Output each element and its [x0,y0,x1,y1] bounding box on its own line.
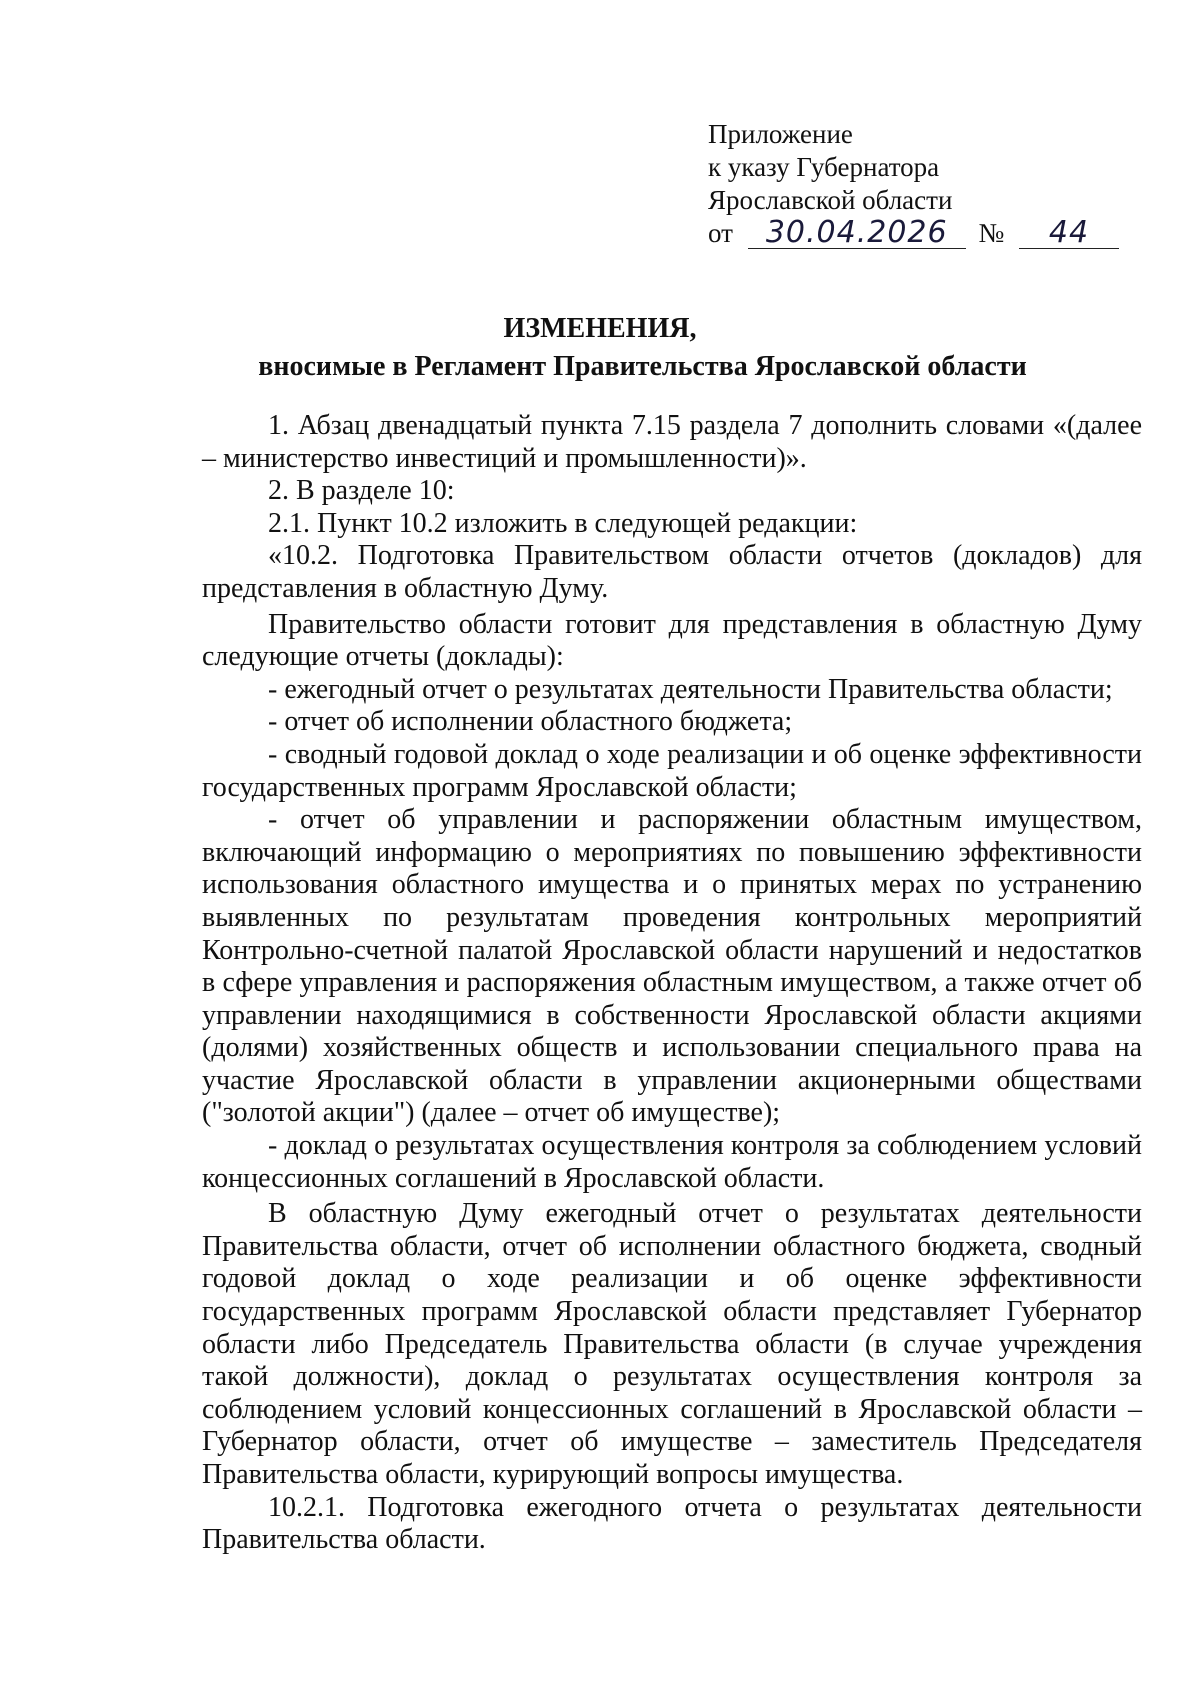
appendix-date-number-row [708,217,1119,250]
date-prefix: от [708,218,733,248]
document-title: ИЗМЕНЕНИЯ, [503,313,697,344]
paragraph-1: 1. Абзац двенадцатый пункта 7.15 раздела 7 дополнить словами «(далее – министерство инвестиций и промышленности)». [202,410,1142,474]
paragraph-4: «10.2. Подготовка Правительством области отчетов (докладов) для представления в областную Думу. [202,540,1142,604]
paragraph-10-2-1: 10.2.1. Подготовка ежегодного отчета о результатах деятельности Правительства области. [202,1491,1142,1556]
list-item-concession-report: - доклад о результатах осуществления контроля за соблюдением условий концессионных соглашений в Ярославской области. [202,1130,1142,1194]
paragraph-3: 2.1. Пункт 10.2 изложить в следующей редакции: [268,507,858,539]
number-prefix: № [978,218,1005,248]
handwritten-number: 44 [1019,218,1119,249]
appendix-decree-ref: к указу Губернатора [708,152,940,182]
list-item-programs-report: - сводный годовой доклад о ходе реализации и об оценке эффективности государственных программ Ярославской области; [202,738,1142,803]
appendix-label: Приложение [708,119,853,149]
paragraph-5: Правительство области готовит для представления в областную Думу следующие отчеты (доклады): [202,608,1142,673]
list-item-annual-report: - ежегодный отчет о результатах деятельности Правительства области; [268,673,1113,705]
appendix-block [708,118,1119,250]
handwritten-date: 30.04.2026 [748,218,966,249]
paragraph-2: 2. В разделе 10: [268,475,455,507]
list-item-property-report: - отчет об управлении и распоряжении областным имуществом, включающий информацию о мероприятиях по повышению эффективности использования областного имущества и о принятых мерах по устранению выявленных по результатам проведения контрольных мероприятий Контрольно-счетной палатой Ярославской области нарушений и недостатков в сфере управления и распоряжения областным имуществом, а также отчет об управлении находящимися в собственности Ярославской области акциями (долями) хозяйственных обществ и использовании специального права на участие Ярославской области в управлении акционерными обществами ("золотой акции") (далее – отчет об имуществе); [202,804,1142,1129]
paragraph-presentation: В областную Думу ежегодный отчет о результатах деятельности Правительства области, отчет об исполнении областного бюджета, сводный годовой доклад о ходе реализации и об оценке эффективности государственных программ Ярославской области представляет Губернатор области либо Председатель Правительства области (в случае учреждения такой должности), доклад о результатах осуществления контроля за соблюдением условий концессионных соглашений в Ярославской области – Губернатор области, отчет об имуществе – заместитель Председателя Правительства области, курирующий вопросы имущества. [202,1198,1142,1490]
list-item-budget-report: - отчет об исполнении областного бюджета; [268,706,793,738]
appendix-region: Ярославской области [708,185,953,215]
document-subtitle: вносимые в Регламент Правительства Ярославской области [258,351,1027,382]
document-body [202,410,1142,1557]
